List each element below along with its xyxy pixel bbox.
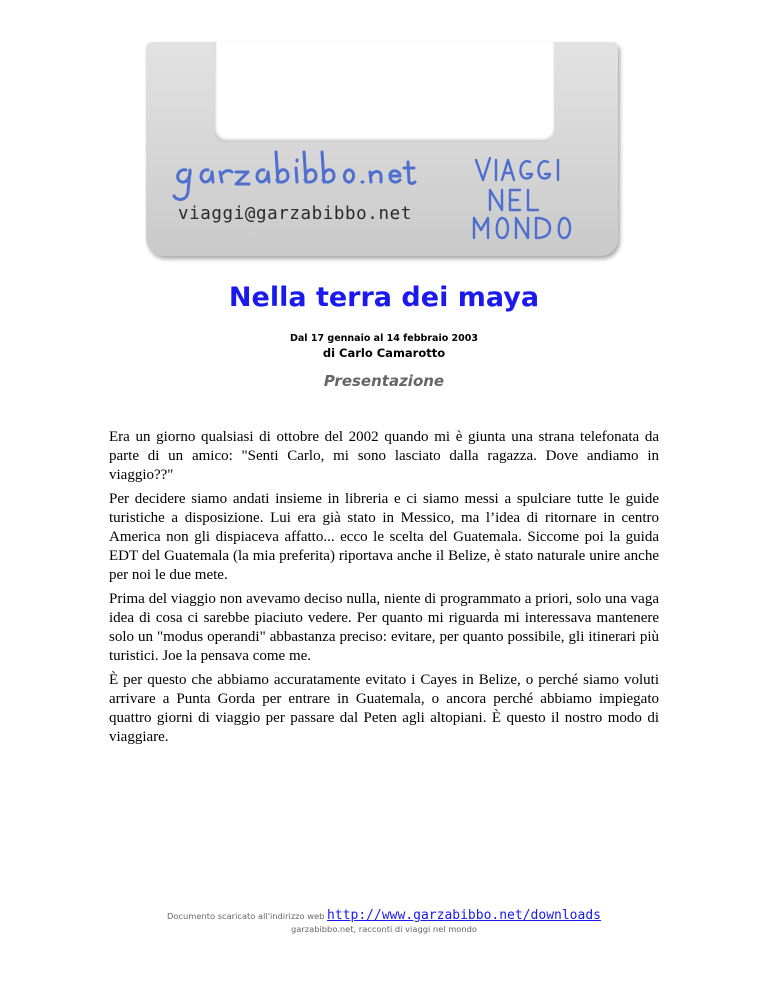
footer-download: [0, 908, 768, 923]
tagline-scribble: [474, 158, 570, 238]
footer-subtitle: garzabibbo.net, racconti di viaggi nel mondo: [291, 924, 477, 934]
contact-email[interactable]: viaggi@garzabibbo.net: [178, 204, 412, 224]
paragraph: Era un giorno qualsiasi di ottobre del 2002 quando mi è giunta una strana telefonata da parte di un amico: "Senti Carlo, mi sono lasciato dalla ragazza. Dove andiamo in viaggio??": [109, 429, 659, 483]
logo-scribble: [174, 152, 415, 199]
author-line: di Carlo Camarotto: [322, 346, 446, 360]
paragraph: Prima del viaggio non avevamo deciso nulla, niente di programmato a priori, solo una vaga idea di cosa ci sarebbe piaciuto vedere. Per quanto mi riguarda mi interessava mantenere solo un "modus operandi" abbastanza preciso: evitare, per quanto possibile, gli itinerari più turistici. Joe la pensava come me.: [109, 591, 659, 664]
paragraph: Per decidere siamo andati insieme in libreria e ci siamo messi a spulciare tutte le guide turistiche a disposizione. Lui era già stato in Messico, ma l’idea di ritornare in centro America non gli dispiaceva affatto... ecco le scelta del Guatemala. Siccome poi la guida EDT del Guatemala (la mia preferita) riportava anche il Belize, è stato naturale unire anche per noi le due mete.: [109, 491, 659, 583]
download-link[interactable]: http://www.garzabibbo.net/downloads: [327, 908, 601, 923]
header-banner: [146, 42, 618, 256]
document-title: Nella terra dei maya: [228, 282, 540, 313]
paragraph: È per questo che abbiamo accuratamente evitato i Cayes in Belize, o perché siamo voluti arrivare a Punta Gorda per entrare in Guatemala, o ancora perché abbiamo impiegato quattro giorni di viaggio per passare dal Peten agli altopiani. È questo il nostro modo di viaggiare.: [109, 672, 659, 745]
article-body: [109, 428, 659, 752]
section-heading: Presentazione: [323, 372, 445, 390]
download-label: Documento scaricato all'indirizzo web: [167, 911, 325, 921]
travel-dates: Dal 17 gennaio al 14 febbraio 2003: [290, 333, 478, 344]
